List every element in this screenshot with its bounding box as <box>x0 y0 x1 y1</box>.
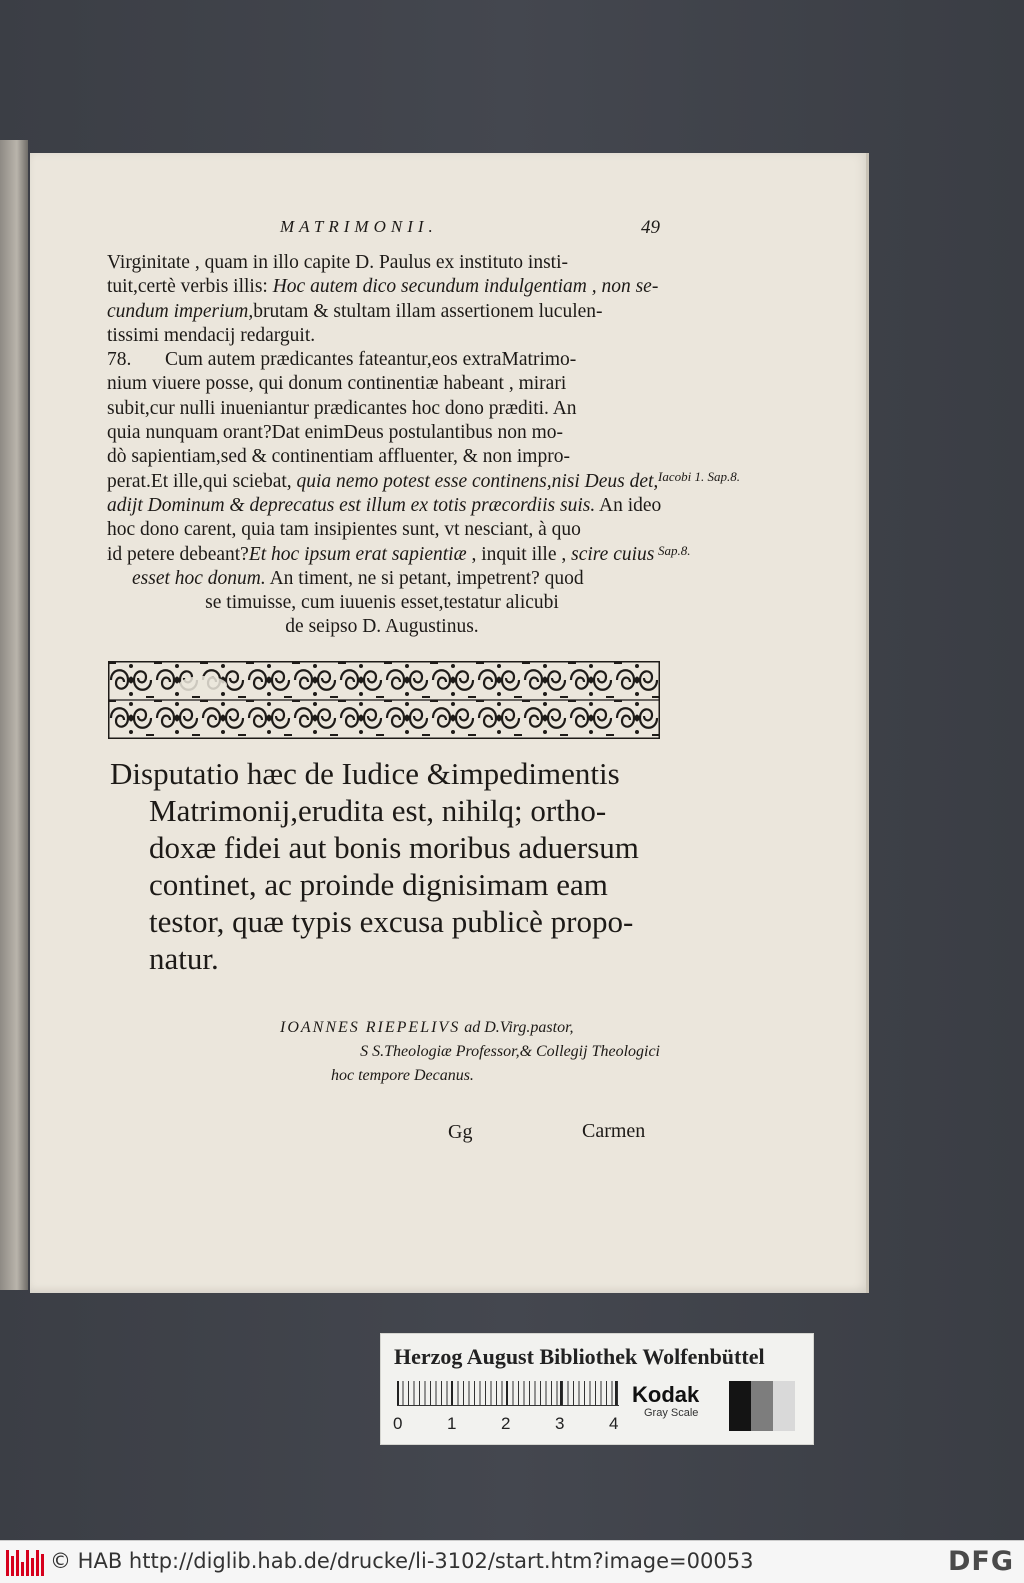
copyright-url: © HAB http://diglib.hab.de/drucke/li-3102/start.htm?image=00053 <box>50 1549 754 1573</box>
gray-swatch-black <box>729 1381 751 1431</box>
gray-swatch-mid <box>751 1381 773 1431</box>
ruler-label: 3 <box>555 1414 565 1433</box>
ruler-label: 4 <box>609 1414 619 1433</box>
marginal-note: Iacobi 1. Sap.8. <box>658 469 740 484</box>
book-page <box>30 153 868 1293</box>
text-line: de seipso D. Augustinus. <box>285 616 479 638</box>
dfg-logo: DFG <box>947 1546 1014 1577</box>
ruler <box>397 1381 619 1407</box>
kodak-logo: Kodak <box>632 1382 700 1407</box>
gray-swatch-light <box>773 1381 795 1431</box>
ruler-ticks <box>397 1381 619 1406</box>
ruler-major-tick <box>506 1381 508 1405</box>
text-line: tuit,certè verbis illis: Hoc autem dico secundum indulgentiam , non se- <box>107 276 659 298</box>
decorative-ornament-band <box>108 661 660 739</box>
text-line: id petere debeant?Et hoc ipsum erat sapientiæ , inquit ille , scire cuius <box>107 543 655 565</box>
signer-name: IOANNES RIEPELIVS <box>280 1019 461 1036</box>
catchword: Carmen <box>582 1120 646 1142</box>
text-line: natur. <box>149 941 219 976</box>
signature-mark: Gg <box>448 1121 473 1143</box>
text-line: quia nunquam orant?Dat enimDeus postulantibus non mo- <box>107 422 564 444</box>
approbation-text <box>110 755 670 977</box>
running-head <box>280 217 660 243</box>
ruler-label: 0 <box>393 1414 403 1433</box>
text-line: nium viuere posse, qui donum continentiæ habeant , mirari <box>107 373 567 395</box>
text-line: Virginitate , quam in illo capite D. Paulus ex instituto insti- <box>107 252 569 273</box>
text-line: dò sapientiam,sed & continentiam affluenter, & non impro- <box>107 446 570 468</box>
ruler-label: 2 <box>501 1414 511 1433</box>
ruler-major-tick <box>451 1381 453 1405</box>
signature-block <box>280 1016 660 1088</box>
text-line: testor, quæ typis excusa publicè propo- <box>149 904 634 939</box>
marginal-note: Sap.8. <box>658 543 691 558</box>
ruler-label: 1 <box>447 1414 457 1433</box>
footer-bar <box>0 1540 1024 1583</box>
text-line: subit,cur nulli inueniantur prædicantes hoc dono præditi. An <box>107 397 577 419</box>
text-line: Disputatio hæc de Iudice &impedimentis <box>110 756 620 791</box>
previous-page-edge <box>0 140 28 1290</box>
color-reference-card <box>380 1333 814 1445</box>
text-line: se timuisse, cum iuuenis esset,testatur alicubi <box>205 592 559 614</box>
text-line: 78. Cum autem prædicantes fateantur,eos extraMatrimo- <box>107 348 657 372</box>
text-line: esset hoc donum. An timent, ne si petant, impetrent? quod <box>132 567 584 589</box>
ruler-major-tick <box>560 1381 562 1405</box>
page-number: 49 <box>641 217 660 238</box>
text-line: cundum imperium,brutam & stultam illam assertionem luculen- <box>107 300 603 322</box>
text-line: adijt Dominum & deprecatus est illum ex totis præcordiis suis. An ideo <box>107 494 662 516</box>
text-line: tissimi mendacij redarguit. <box>107 324 316 346</box>
text-line: perat.Et ille,qui sciebat, quia nemo potest esse continens,nisi Deus det, <box>107 470 659 492</box>
text-line: doxæ fidei aut bonis moribus aduersum <box>149 830 639 865</box>
text-line: Matrimonij,erudita est, nihilq; ortho- <box>149 793 607 828</box>
page-edge <box>866 153 869 1293</box>
text-line: hoc dono carent, quia tam insipientes sunt, vt nesciant, à quo <box>107 519 581 541</box>
signature-line: S S.Theologiæ Professor,& Collegij Theologici <box>360 1043 660 1060</box>
ruler-major-tick <box>397 1381 399 1405</box>
ruler-major-tick <box>615 1381 617 1405</box>
library-name: Herzog August Bibliothek Wolfenbüttel <box>394 1344 765 1369</box>
hab-logo-icon <box>6 1550 44 1576</box>
body-text <box>107 251 662 640</box>
signature-line: IOANNES RIEPELIVS ad D.Virg.pastor, <box>280 1019 574 1036</box>
paragraph-number: 78. <box>107 349 132 371</box>
running-title: MATRIMONII. <box>280 217 438 236</box>
text-line: continet, ac proinde dignisimam eam <box>149 867 608 902</box>
gray-scale-label: Gray Scale <box>644 1407 699 1419</box>
signature-line: hoc tempore Decanus. <box>331 1067 474 1084</box>
